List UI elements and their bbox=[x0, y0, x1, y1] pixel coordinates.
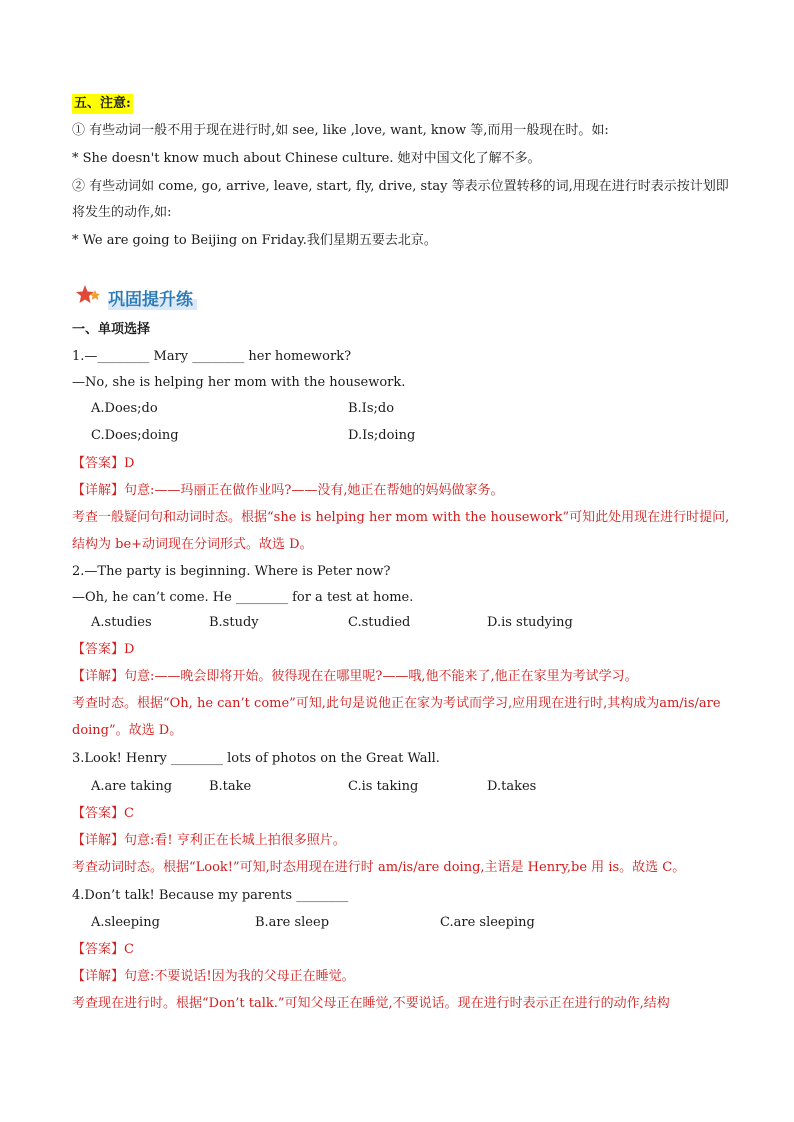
notes-heading: 五、注意: bbox=[72, 94, 133, 114]
q1-detail-3: 结构为 be+动词现在分词形式。故选 D。 bbox=[72, 537, 313, 552]
q2-detail-2: 考查时态。根据“Oh, he can’t come”可知,此句是说他正在家为考试而学习,应用现在进行时,其构成为am/is/are bbox=[72, 696, 721, 711]
q2-option-d: D.is studying bbox=[487, 615, 573, 630]
q4-option-b: B.are sleep bbox=[255, 915, 330, 930]
part-heading: 一、单项选择 bbox=[72, 322, 151, 337]
q2-stem: 2.—The party is beginning. Where is Peter now? bbox=[72, 564, 391, 579]
note-2-line1: ② 有些动词如 come, go, arrive, leave, start, fly, drive, stay 等表示位置转移的词,用现在进行时表示按计划即 bbox=[72, 179, 729, 194]
note-2-example: * We are going to Beijing on Friday.我们星期五要去北京。 bbox=[72, 233, 437, 248]
q2-detail-3: doing”。故选 D。 bbox=[72, 723, 183, 738]
q4-option-c: C.are sleeping bbox=[440, 915, 535, 930]
q3-answer: 【答案】C bbox=[72, 806, 134, 821]
q2-stem-2: —Oh, he can’t come. He ________ for a test at home. bbox=[72, 590, 414, 605]
q1-detail-1: 【详解】句意:——玛丽正在做作业吗?——没有,她正在帮她的妈妈做家务。 bbox=[72, 483, 504, 498]
q1-answer: 【答案】D bbox=[72, 456, 135, 471]
q4-answer: 【答案】C bbox=[72, 942, 134, 957]
q2-option-c: C.studied bbox=[348, 615, 411, 630]
q4-stem: 4.Don’t talk! Because my parents ________ bbox=[72, 888, 349, 903]
q1-option-b: B.Is;do bbox=[348, 401, 395, 416]
q1-option-c: C.Does;doing bbox=[91, 428, 179, 443]
q3-option-b: B.take bbox=[209, 779, 252, 794]
q3-option-c: C.is taking bbox=[348, 779, 419, 794]
q3-detail-1: 【详解】句意:看! 亨利正在长城上拍很多照片。 bbox=[72, 833, 346, 848]
q3-option-d: D.takes bbox=[487, 779, 537, 794]
q4-detail-1: 【详解】句意:不要说话!因为我的父母正在睡觉。 bbox=[72, 969, 355, 984]
q1-detail-2: 考查一般疑问句和动词时态。根据“she is helping her mom with the housework”可知此处用现在进行时提问, bbox=[72, 510, 730, 525]
q3-option-a: A.are taking bbox=[91, 779, 173, 794]
q2-detail-1: 【详解】句意:——晚会即将开始。彼得现在在哪里呢?——哦,他不能来了,他正在家里为考试学习。 bbox=[72, 669, 638, 684]
note-2-line2: 将发生的动作,如: bbox=[72, 205, 172, 220]
star-icon bbox=[76, 284, 102, 310]
q2-option-b: B.study bbox=[209, 615, 259, 630]
note-1: ① 有些动词一般不用于现在进行时,如 see, like ,love, want, know 等,而用一般现在时。如: bbox=[72, 123, 609, 138]
q1-stem: 1.—________ Mary ________ her homework? bbox=[72, 349, 352, 364]
q4-option-a: A.sleeping bbox=[91, 915, 160, 930]
q1-option-d: D.Is;doing bbox=[348, 428, 416, 443]
q1-stem-2: —No, she is helping her mom with the housework. bbox=[72, 375, 406, 390]
q1-option-a: A.Does;do bbox=[91, 401, 158, 416]
q3-stem: 3.Look! Henry ________ lots of photos on the Great Wall. bbox=[72, 751, 440, 766]
q2-option-a: A.studies bbox=[91, 615, 152, 630]
q4-detail-2: 考查现在进行时。根据“Don’t talk.”可知父母正在睡觉,不要说话。现在进行时表示正在进行的动作,结构 bbox=[72, 996, 670, 1011]
q3-detail-2: 考查动词时态。根据“Look!”可知,时态用现在进行时 am/is/are doing,主语是 Henry,be 用 is。故选 C。 bbox=[72, 860, 686, 875]
section-title-text: 巩固提升练 bbox=[108, 285, 197, 310]
section-title bbox=[76, 284, 197, 310]
q2-answer: 【答案】D bbox=[72, 642, 135, 657]
note-1-example: * She doesn't know much about Chinese culture. 她对中国文化了解不多。 bbox=[72, 151, 541, 166]
